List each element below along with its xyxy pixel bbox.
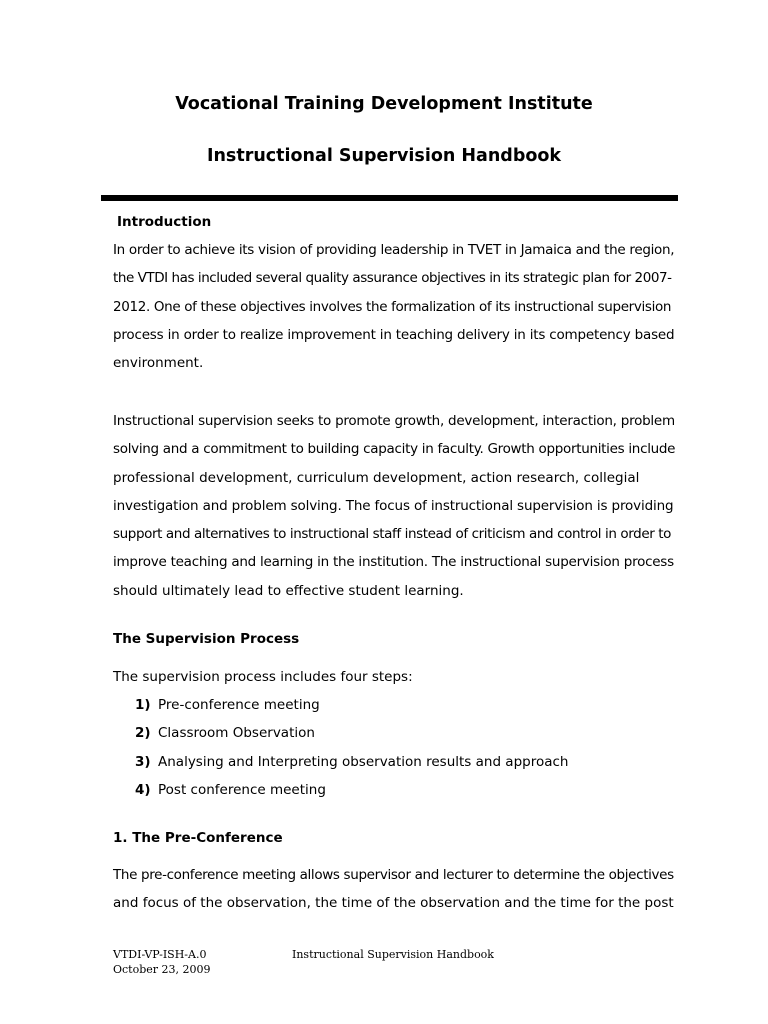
document-subtitle: Instructional Supervision Handbook [206, 146, 562, 166]
step-number: 4) [135, 782, 151, 798]
paragraph-line: and focus of the observation, the time of the observation and the time for the post [113, 895, 674, 912]
introduction-paragraph-1 [113, 236, 673, 377]
paragraph-line: In order to achieve its vision of providing leadership in TVET in Jamaica and the region, [113, 242, 675, 258]
paragraph-line: process in order to realize improvement in teaching delivery in its competency based [113, 326, 675, 343]
title-divider [101, 195, 678, 201]
supervision-process-heading: The Supervision Process [113, 631, 300, 647]
supervision-process-intro: The supervision process includes four steps: [113, 669, 413, 685]
step-number: 3) [135, 754, 151, 770]
pre-conference-heading: 1. The Pre-Conference [113, 830, 283, 846]
pre-conference-paragraph [113, 861, 673, 918]
paragraph-line: support and alternatives to instructional staff instead of criticism and control in order to [113, 526, 672, 543]
step-label: Analysing and Interpreting observation results and approach [158, 754, 569, 770]
footer-date: October 23, 2009 [113, 963, 211, 976]
paragraph-line: should ultimately lead to effective student learning. [113, 582, 464, 599]
step-item-4 [135, 782, 326, 798]
step-item-1 [135, 697, 320, 713]
paragraph-line: investigation and problem solving. The focus of instructional supervision is providing [113, 497, 674, 514]
paragraph-line: environment. [113, 355, 204, 372]
paragraph-line: solving and a commitment to building capacity in faculty. Growth opportunities include [113, 441, 676, 458]
footer-doc-code: VTDI-VP-ISH-A.0 [113, 948, 207, 961]
step-number: 1) [135, 697, 151, 713]
document-title: Vocational Training Development Institute [175, 94, 593, 114]
footer-doc-title: Instructional Supervision Handbook [292, 948, 494, 961]
paragraph-line: The pre-conference meeting allows supervisor and lecturer to determine the objectives [113, 867, 674, 883]
introduction-heading: Introduction [117, 214, 212, 230]
step-item-2 [135, 725, 315, 741]
introduction-paragraph-2 [113, 407, 676, 605]
step-number: 2) [135, 725, 151, 741]
step-label: Classroom Observation [158, 725, 315, 741]
paragraph-line: the VTDI has included several quality assurance objectives in its strategic plan for 2007- [113, 270, 672, 287]
step-label: Post conference meeting [158, 782, 326, 798]
paragraph-line: professional development, curriculum development, action research, collegial [113, 469, 640, 486]
paragraph-line: Instructional supervision seeks to promote growth, development, interaction, problem [113, 413, 675, 429]
paragraph-line: 2012. One of these objectives involves the formalization of its instructional supervision [113, 298, 672, 315]
step-label: Pre-conference meeting [158, 697, 320, 713]
step-item-3 [135, 754, 568, 770]
paragraph-line: improve teaching and learning in the institution. The instructional supervision process [113, 554, 674, 571]
